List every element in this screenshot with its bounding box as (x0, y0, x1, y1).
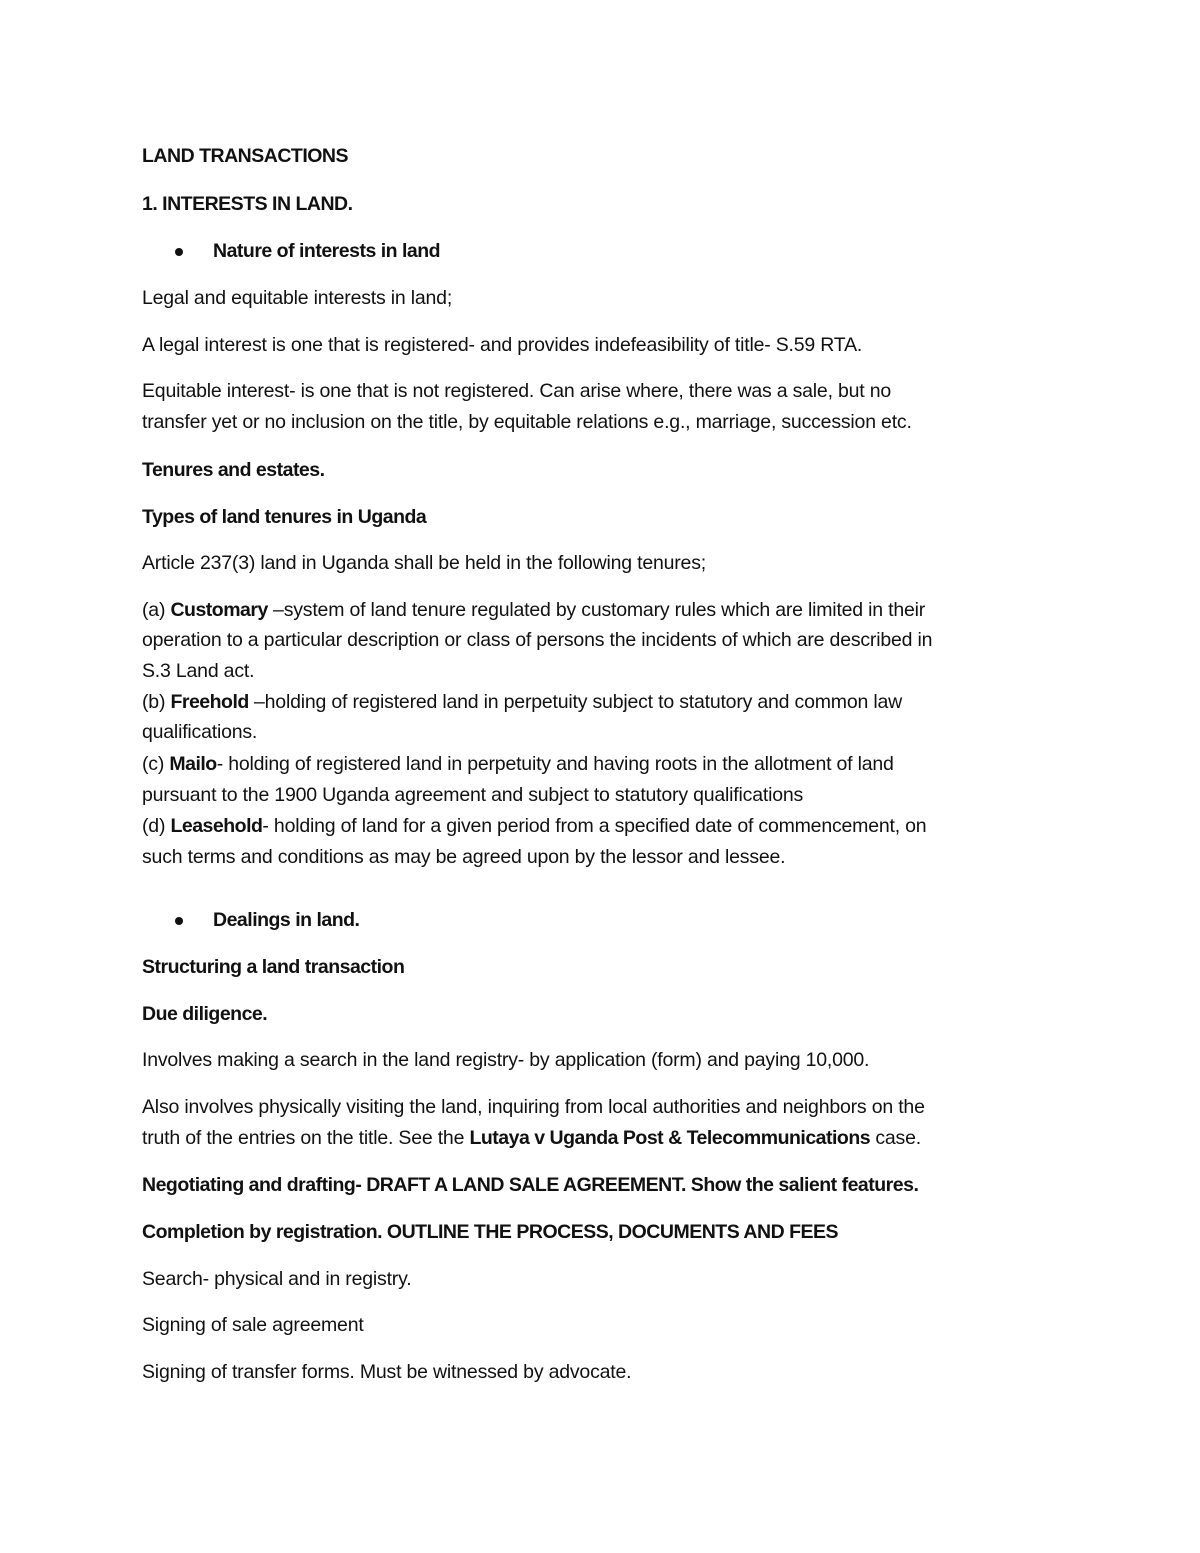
paragraph-physical-visit-line-1: Also involves physically visiting the land, inquiring from local authorities and neighbors on the (142, 1096, 925, 1118)
paragraph-equitable-line-2: transfer yet or no inclusion on the title, by equitable relations e.g., marriage, succession etc. (142, 411, 912, 433)
case-citation: Lutaya v Uganda Post & Telecommunications (469, 1127, 871, 1149)
step-transfer-forms: Signing of transfer forms. Must be witnessed by advocate. (142, 1361, 632, 1383)
step-search: Search- physical and in registry. (142, 1268, 412, 1290)
step-sale-agreement: Signing of sale agreement (142, 1314, 364, 1336)
paragraph-legal-interest: A legal interest is one that is registered- and provides indefeasibility of title- S.59 RTA. (142, 334, 863, 356)
paragraph-equitable-line-1: Equitable interest- is one that is not registered. Can arise where, there was a sale, but no (142, 380, 892, 402)
tenure-b-text: –holding of registered land in perpetuity subject to statutory and common law (248, 691, 902, 713)
tenure-a-line-2: operation to a particular description or class of persons the incidents of which are described in (142, 629, 933, 651)
tenure-b-prefix: (b) (142, 691, 171, 713)
heading-due-diligence: Due diligence. (142, 1003, 268, 1025)
tenure-c-term: Mailo (169, 753, 217, 775)
tenure-d-text: - holding of land for a given period from a specified date of commencement, on (262, 815, 927, 837)
tenure-a-text: –system of land tenure regulated by customary rules which are limited in their (267, 599, 926, 621)
tenure-b-term: Freehold (170, 691, 249, 713)
visit-text: truth of the entries on the title. See the (142, 1127, 470, 1149)
tenure-c-text: - holding of registered land in perpetuity and having roots in the allotment of land (216, 753, 894, 775)
paragraph-article-237: Article 237(3) land in Uganda shall be held in the following tenures; (142, 552, 706, 574)
heading-completion: Completion by registration. OUTLINE THE PROCESS, DOCUMENTS AND FEES (142, 1221, 838, 1243)
tenure-d-prefix: (d) (142, 815, 171, 837)
section-heading-interests: 1. INTERESTS IN LAND. (142, 193, 353, 215)
visit-text-end: case. (870, 1127, 921, 1149)
bullet-icon (175, 248, 183, 256)
heading-structuring: Structuring a land transaction (142, 956, 405, 978)
paragraph-physical-visit-line-2 (142, 1126, 921, 1150)
tenure-c-line-2: pursuant to the 1900 Uganda agreement and subject to statutory qualifications (142, 784, 804, 806)
tenure-d-line-1 (142, 814, 926, 838)
paragraph-registry-search: Involves making a search in the land registry- by application (form) and paying 10,000. (142, 1049, 870, 1071)
heading-types-of-tenures: Types of land tenures in Uganda (142, 506, 427, 528)
tenure-a-line-3: S.3 Land act. (142, 660, 255, 682)
bullet-dealings-in-land: Dealings in land. (213, 909, 360, 931)
tenure-a-term: Customary (170, 599, 268, 621)
tenure-a-line-1 (142, 598, 925, 622)
heading-negotiating-drafting: Negotiating and drafting- DRAFT A LAND SALE AGREEMENT. Show the salient features. (142, 1174, 919, 1196)
paragraph-legal-equitable: Legal and equitable interests in land; (142, 287, 453, 309)
tenure-a-prefix: (a) (142, 599, 171, 621)
tenure-d-line-2: such terms and conditions as may be agreed upon by the lessor and lessee. (142, 846, 786, 868)
tenure-c-prefix: (c) (142, 753, 170, 775)
document-title: LAND TRANSACTIONS (142, 145, 348, 167)
tenure-b-line-1 (142, 690, 902, 714)
bullet-icon (175, 917, 183, 925)
tenure-c-line-1 (142, 752, 894, 776)
tenure-b-line-2: qualifications. (142, 721, 258, 743)
tenure-d-term: Leasehold (170, 815, 263, 837)
heading-tenures-estates: Tenures and estates. (142, 459, 325, 481)
bullet-nature-of-interests: Nature of interests in land (213, 240, 441, 262)
